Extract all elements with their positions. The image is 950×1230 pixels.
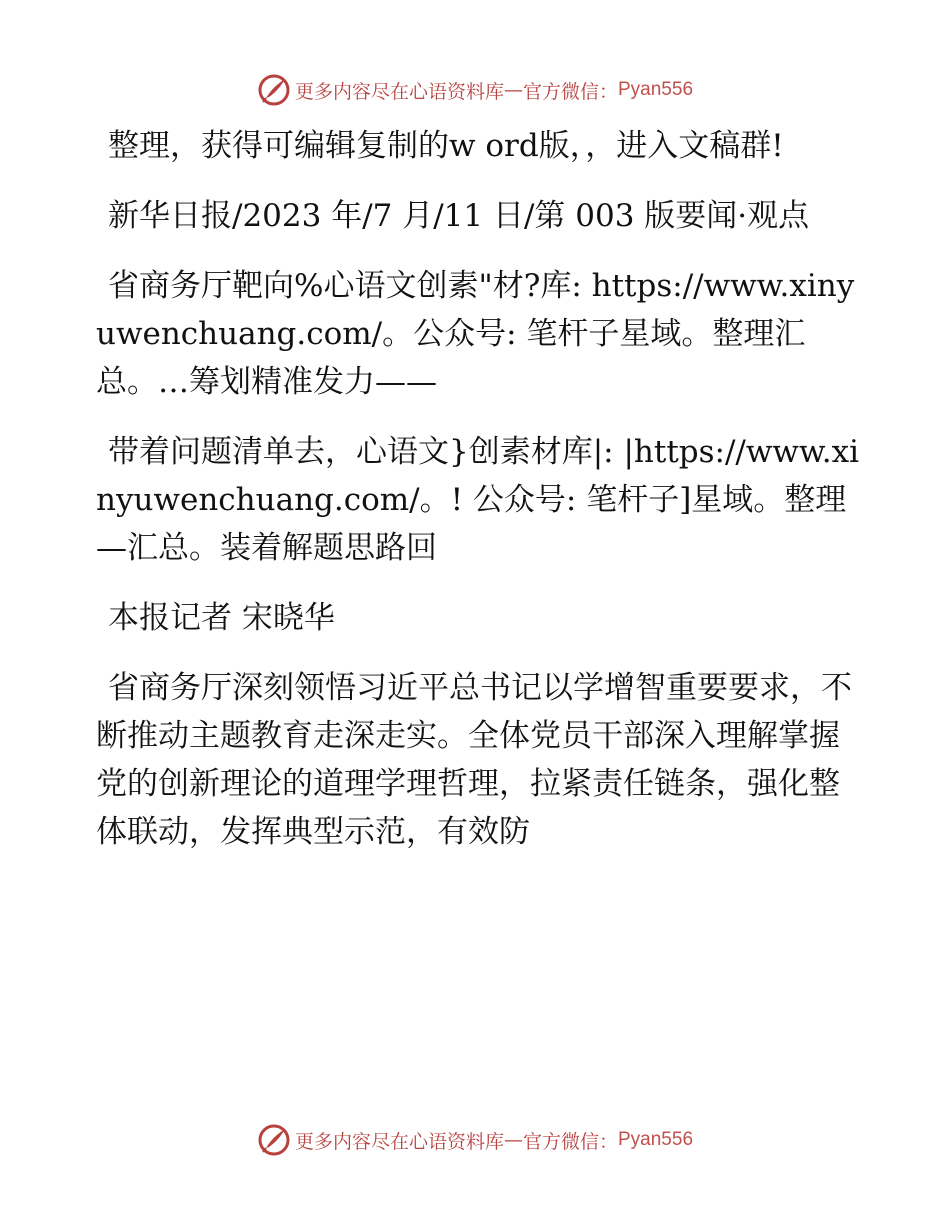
quill-logo-icon [257, 1123, 291, 1157]
banner-wechat-id: Pyan556 [618, 79, 694, 100]
paragraph-headline-2: 带着问题清单去，心语文}创素材库|: |https://www.xinyuwenchuang.com/。! 公众号: 笔杆子]星域。整理—汇总。装着解题思路回 [96, 434, 860, 566]
quill-logo-icon [257, 73, 291, 107]
banner-text: 更多内容尽在心语资料库 [294, 1130, 504, 1153]
footer-watermark-banner [0, 1120, 950, 1160]
paragraph-intro: 整理，获得可编辑复制的w ord版，，进入文稿群! [108, 128, 784, 164]
banner-separator: — [503, 1129, 523, 1151]
paragraph-body: 省商务厅深刻领悟习近平总书记以学增智重要要求，不断推动主题教育走深走实。全体党员干部深入理解掌握党的创新理论的道理学理哲理，拉紧责任链条，强化整体联动，发挥典型示范，有效防 [96, 670, 852, 850]
banner-separator: — [503, 79, 523, 101]
banner-wechat-label: 官方微信： [522, 1130, 618, 1153]
paragraph-source: 新华日报/2023 年/7 月/11 日/第 003 版要闻·观点 [108, 198, 810, 234]
banner-wechat-id: Pyan556 [618, 1129, 694, 1150]
document-body [96, 122, 866, 878]
banner-wechat-label: 官方微信： [522, 80, 618, 103]
paragraph-headline-1: 省商务厅靶向%心语文创素"材?库: https://www.xinyuwenchuang.com/。公众号: 笔杆子星域。整理汇总。…筹划精准发力—— [96, 268, 855, 400]
paragraph-byline: 本报记者 宋晓华 [108, 600, 335, 636]
header-watermark-banner [0, 70, 950, 110]
banner-text: 更多内容尽在心语资料库 [294, 80, 504, 103]
